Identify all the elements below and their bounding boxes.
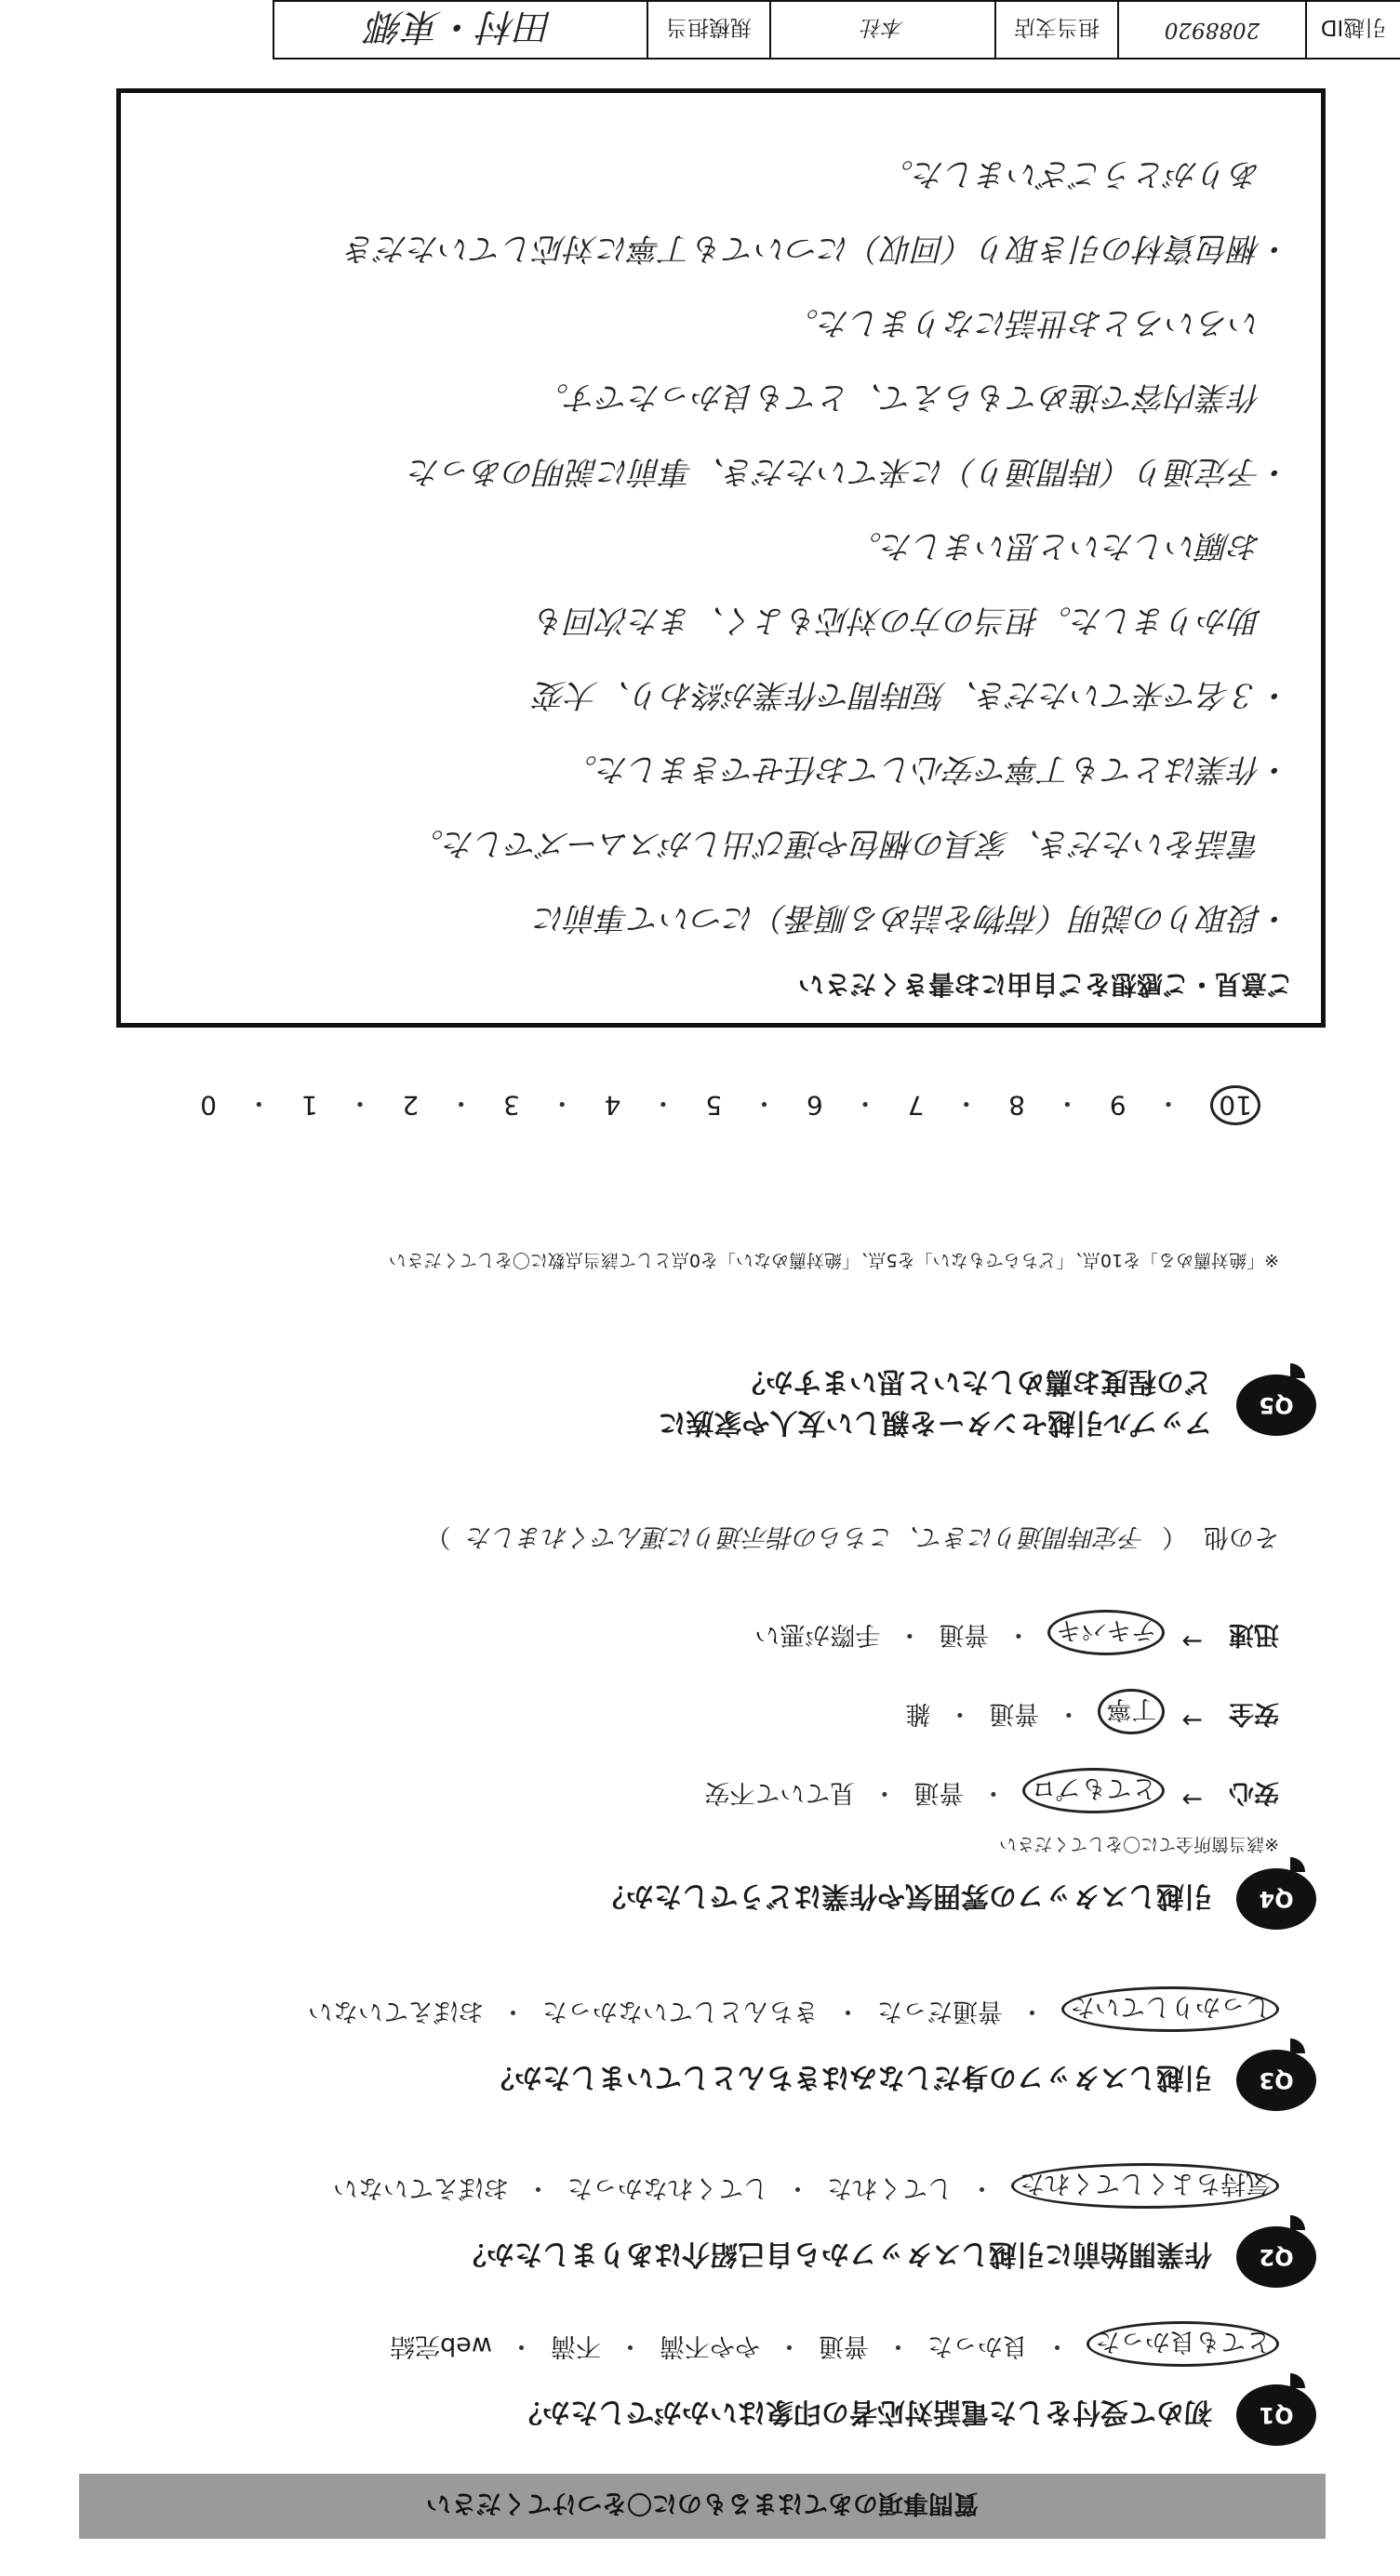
q3-text: 引越しスタッフの身だしなみはきちんとしていましたか？ <box>487 2061 1212 2093</box>
score-option[interactable]: 3 <box>502 1090 520 1121</box>
q2-option[interactable]: おぼえていない <box>333 2173 509 2202</box>
q4-other-text[interactable]: 予定時間通りにきて、こちらの指示通りに運んでくれました <box>467 1522 1145 1551</box>
q4-option[interactable]: 普通 <box>989 1699 1040 1728</box>
score-option[interactable]: 0 <box>200 1090 217 1121</box>
q2-option[interactable]: 気持ちよくしてくれた <box>1011 2163 1279 2209</box>
q4-note: ※該当箇所全てに〇をしてください <box>999 1834 1279 1854</box>
comment-line: 電話をいただき、家具の梱包や運び出しがスムーズでした。 <box>411 825 1293 862</box>
q4-row-jinsoku: 迅速 → テキパキ ・ 普通 ・ 手際が悪い <box>754 1610 1279 1655</box>
q5-note: ※「絶対薦める」を10点、「どちらでもない」を5点、「絶対薦めない」を0点として該当点数に〇をしてください <box>388 1250 1279 1270</box>
q4-option[interactable]: 雑 <box>905 1699 931 1728</box>
comment-line: ・梱包資材の引き取り（回収）についても丁寧に対応していただき <box>344 230 1293 267</box>
score-option[interactable]: 10 <box>1210 1085 1260 1125</box>
branch-value: 本社 <box>769 0 996 60</box>
score-option[interactable]: 4 <box>604 1090 621 1121</box>
q3-options: しっかりしていた ・ 普通だった ・ きちんとしていなかった ・ おぼえていない <box>308 1986 1279 2032</box>
comments-box[interactable] <box>116 88 1326 1028</box>
q4-option[interactable]: テキパキ <box>1047 1610 1165 1655</box>
q4-row-anshin: 安心 → とてもプロ ・ 普通 ・ 見ていて不安 <box>704 1768 1279 1813</box>
comment-line: お願いしたいと思いました。 <box>850 527 1293 564</box>
q4-row-anzen: 安全 → 丁寧 ・ 普通 ・ 雑 <box>905 1689 1279 1734</box>
q4-option[interactable]: とてもプロ <box>1022 1768 1165 1813</box>
q2-option[interactable]: してくれなかった <box>567 2173 768 2202</box>
q1-text: 初めて受付をした電話対応者の印象はいかがでしたか？ <box>514 2396 1212 2428</box>
q4-text: 引越しスタッフの雰囲気や作業はどうでしたか？ <box>598 1879 1212 1912</box>
q2-options: 気持ちよくしてくれた ・ してくれた ・ してくれなかった ・ おぼえていない <box>333 2163 1279 2209</box>
comments-title: ご意見・ご感想をご自由にお書きください <box>797 969 1293 1000</box>
q1-option[interactable]: web完結 <box>390 2331 492 2360</box>
q4-badge-icon: Q4 <box>1236 1868 1316 1930</box>
staff-value: 田村・東郷 <box>273 0 648 60</box>
comment-line: ・段取りの説明（荷物を詰める順番）について事前に <box>534 899 1293 936</box>
q4-option[interactable]: 普通 <box>913 1778 965 1807</box>
q2-badge-icon: Q2 <box>1236 2226 1316 2288</box>
comment-line: いろいろとお世話になりました。 <box>787 304 1293 341</box>
q4-option[interactable]: 手際が悪い <box>754 1620 881 1649</box>
footer-info-strip <box>0 0 1400 60</box>
q1-badge-icon: Q1 <box>1236 2384 1316 2446</box>
question-5 <box>659 1364 1317 1446</box>
q5-text <box>659 1364 1213 1446</box>
q1-option[interactable]: やや不満 <box>660 2331 760 2360</box>
q4-row-label: 迅速 <box>1229 1620 1279 1649</box>
q4-option[interactable]: 見ていて不安 <box>704 1778 856 1807</box>
q4-row-label: 安全 <box>1229 1699 1279 1728</box>
q4-row-label: 安心 <box>1229 1778 1279 1807</box>
q5-text-line1: アップル引越センターを親しい友人や家族に <box>658 1406 1212 1439</box>
q4-option[interactable]: 普通 <box>939 1620 990 1649</box>
q1-option[interactable]: 不満 <box>551 2331 601 2360</box>
q3-badge-icon: Q3 <box>1236 2050 1316 2111</box>
instructions-banner: 質問事項のあてはまるものに〇をつけてください <box>79 2474 1326 2539</box>
q1-option[interactable]: 良かった <box>927 2331 1028 2360</box>
q4-other: その他 （ 予定時間通りにきて、こちらの指示通りに運んでくれました ） <box>426 1521 1279 1558</box>
comment-line: ありがとうございました。 <box>882 155 1293 193</box>
q1-option[interactable]: とても良かった <box>1087 2321 1279 2367</box>
q1-options: とても良かった ・ 良かった ・ 普通 ・ やや不満 ・ 不満 ・ web完結 <box>390 2321 1279 2367</box>
q4-other-label: その他 <box>1204 1522 1279 1551</box>
question-4 <box>598 1868 1316 1930</box>
question-3 <box>487 2050 1316 2111</box>
score-option[interactable]: 9 <box>1109 1090 1127 1121</box>
staff-label: 規模担当 <box>647 0 771 60</box>
question-1 <box>514 2384 1316 2446</box>
move-id-value: 2088920 <box>1117 0 1307 60</box>
q4-option[interactable]: 丁寧 <box>1098 1689 1165 1734</box>
score-option[interactable]: 6 <box>806 1090 823 1121</box>
comment-line: ・予定通り（時間通り）に来ていただき、事前に説明のあった <box>408 453 1293 490</box>
score-option[interactable]: 7 <box>907 1090 925 1121</box>
q2-option[interactable]: してくれた <box>827 2173 953 2202</box>
move-id-label: 引越ID <box>1305 0 1400 60</box>
score-option[interactable]: 1 <box>300 1090 318 1121</box>
q5-badge-icon: Q5 <box>1236 1374 1316 1436</box>
comment-line: ・作業はとても丁寧で安心してお任せできました。 <box>566 750 1293 788</box>
q3-option[interactable]: 普通だった <box>877 1997 1003 2025</box>
q5-text-line2: どの程度お薦めしたいと思いますか？ <box>738 1365 1212 1398</box>
score-option[interactable]: 2 <box>402 1090 420 1121</box>
score-option[interactable]: 8 <box>1008 1090 1025 1121</box>
q2-text: 作業開始前に引越しスタッフから自己紹介はありましたか？ <box>459 2237 1212 2270</box>
question-2 <box>459 2226 1316 2288</box>
comment-line: ・３名で来ていただき、短時間で作業が終わり、大変 <box>535 676 1293 713</box>
q3-option[interactable]: きちんとしていなかった <box>542 1997 819 2025</box>
q3-option[interactable]: おぼえていない <box>308 1997 484 2025</box>
q1-option[interactable]: 普通 <box>819 2331 869 2360</box>
branch-label: 担当支店 <box>994 0 1119 60</box>
score-option[interactable]: 5 <box>705 1090 723 1121</box>
q5-score-scale: 10 ・ 9 ・ 8 ・ 7 ・ 6 ・ 5 ・ 4 ・ 3 ・ 2 ・ 1 ・ 0 <box>200 1085 1260 1125</box>
q3-option[interactable]: しっかりしていた <box>1061 1986 1279 2032</box>
comment-line: 助かりました。担当の方の対応もよく、また次回も <box>534 602 1293 639</box>
comment-line: 作業内容で進めてもらえて、とても良かったです。 <box>537 378 1293 416</box>
